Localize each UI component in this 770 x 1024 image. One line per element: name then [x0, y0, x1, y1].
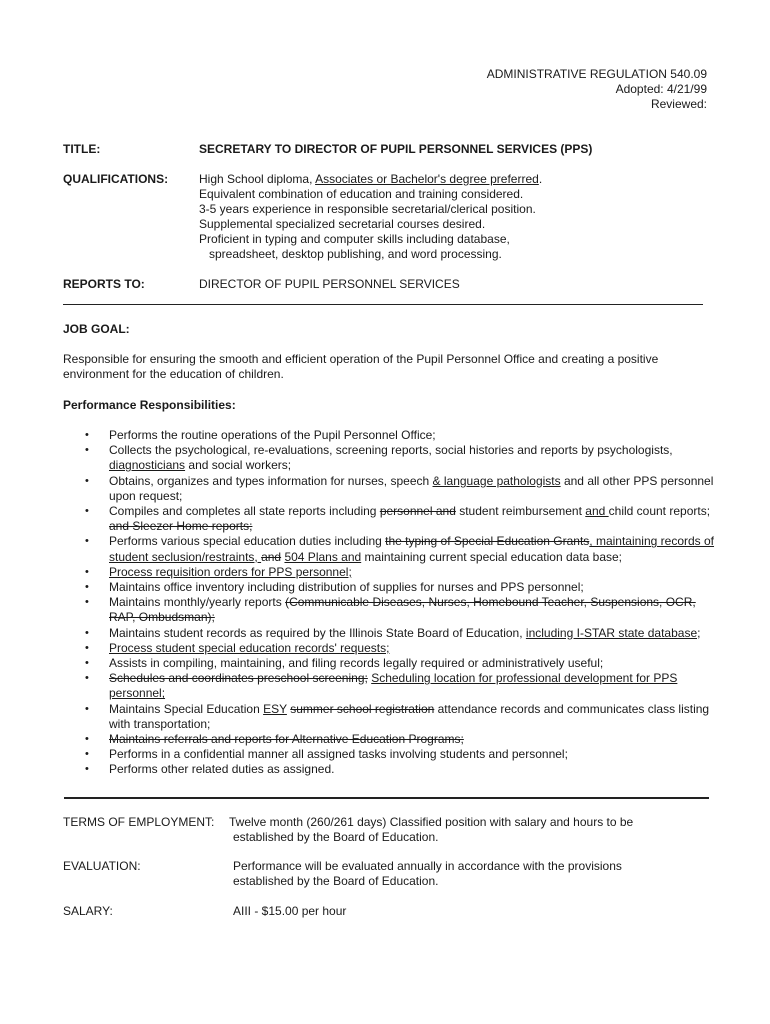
- responsibility-text: child count reports;: [608, 504, 711, 519]
- responsibility-text: Maintains Special Education: [109, 701, 264, 716]
- qualification-line: Proficient in typing and computer skills including database,: [199, 232, 510, 246]
- job-goal-line: Responsible for ensuring the smooth and efficient operation of the Pupil Personnel Office and creating a positive: [63, 352, 659, 366]
- qualification-line: spreadsheet, desktop publishing, and word processing.: [199, 247, 502, 261]
- bullet-icon: •: [85, 596, 89, 609]
- bullet-icon: •: [85, 565, 89, 578]
- bullet-icon: •: [85, 535, 89, 548]
- responsibility-item: [64, 671, 714, 701]
- performance-heading: Performance Responsibilities:: [63, 398, 236, 412]
- adopted-date: Adopted: 4/21/99: [615, 82, 707, 96]
- reports-to-label: REPORTS TO:: [63, 277, 145, 291]
- bullet-icon: •: [85, 748, 89, 761]
- responsibility-text: Performs the routine operations of the Pupil Personnel Office;: [109, 428, 436, 442]
- responsibility-text: Compiles and completes all state reports including: [109, 504, 380, 519]
- responsibility-text: Performs in a confidential manner all assigned tasks involving students and personnel;: [109, 747, 568, 762]
- inserted-text: ESY: [263, 701, 287, 716]
- inserted-text: & language pathologists: [432, 473, 561, 488]
- responsibility-item: [64, 702, 714, 732]
- struck-text: summer school registration: [290, 701, 435, 716]
- responsibility-item: [64, 504, 714, 534]
- inserted-text: Process requisition orders for PPS personnel;: [109, 564, 352, 579]
- terms-line: Twelve month (260/261 days) Classified position with salary and hours to be: [229, 815, 634, 829]
- struck-text: Schedules and coordinates preschool screening;: [109, 671, 368, 686]
- reports-to-value: DIRECTOR OF PUPIL PERSONNEL SERVICES: [199, 277, 460, 291]
- responsibility-item: [64, 747, 714, 762]
- responsibility-item: [64, 595, 714, 625]
- job-goal-label: JOB GOAL:: [63, 322, 130, 336]
- qualification-line: Supplemental specialized secretarial courses desired.: [199, 217, 486, 231]
- responsibility-text: maintaining current special education data base;: [361, 549, 623, 564]
- bullet-icon: •: [85, 626, 89, 639]
- bullet-icon: •: [85, 763, 89, 776]
- responsibility-item: [64, 565, 714, 580]
- salary-label: SALARY:: [63, 904, 113, 918]
- inserted-text: diagnosticians: [109, 458, 186, 473]
- title-value: SECRETARY TO DIRECTOR OF PUPIL PERSONNEL SERVICES (PPS): [199, 142, 593, 156]
- list-end-rule: [64, 797, 709, 799]
- responsibility-text: student reimbursement: [455, 504, 586, 519]
- terms-line: established by the Board of Education.: [233, 830, 439, 844]
- responsibility-item: [64, 626, 714, 641]
- responsibility-text: Obtains, organizes and types information for nurses, speech: [109, 473, 433, 488]
- responsibility-item: [64, 762, 714, 777]
- inserted-text: 504 Plans and: [284, 549, 362, 564]
- evaluation-line: Performance will be evaluated annually in accordance with the provisions: [233, 859, 622, 873]
- job-goal-line: environment for the education of children.: [63, 367, 284, 381]
- qualification-line: Equivalent combination of education and training considered.: [199, 187, 524, 201]
- bullet-icon: •: [85, 657, 89, 670]
- responsibility-text: Maintains student records as required by the Illinois State Board of Education,: [109, 625, 526, 640]
- inserted-text: Scheduling location for professional development for PPS personnel;: [109, 671, 678, 701]
- evaluation-line: established by the Board of Education.: [233, 874, 439, 888]
- responsibility-text: Performs other related duties as assigned.: [109, 762, 335, 777]
- responsibility-text: Collects the psychological, re-evaluations, screening reports, social histories and reports by psychologists,: [109, 443, 673, 458]
- title-label: TITLE:: [63, 142, 101, 156]
- responsibility-text: attendance records and communicates class listing with transportation;: [109, 701, 710, 731]
- inserted-text: , maintaining records of student seclusion/restraints,: [109, 534, 715, 564]
- qualification-period: .: [538, 172, 543, 186]
- responsibility-item: [64, 732, 714, 747]
- bullet-icon: •: [85, 641, 89, 654]
- responsibility-text: and all other PPS personnel upon request;: [109, 473, 714, 503]
- struck-text: and: [261, 549, 282, 564]
- qualification-degree-text: Associates or Bachelor's degree preferred: [315, 172, 539, 186]
- qualification-line-1: [199, 172, 542, 187]
- responsibility-text: Performs various special education duties including: [109, 534, 386, 549]
- reviewed-date: Reviewed:: [650, 97, 707, 111]
- responsibility-item: [64, 580, 714, 595]
- bullet-icon: •: [85, 702, 89, 715]
- struck-text: and Sleezer Home reports;: [109, 519, 253, 534]
- qualification-text: High School diploma,: [199, 172, 316, 186]
- section-divider: [63, 304, 703, 305]
- inserted-text: Process student special education records' requests;: [109, 640, 390, 655]
- bullet-icon: •: [85, 733, 89, 746]
- terms-label: TERMS OF EMPLOYMENT:: [63, 815, 215, 829]
- qualifications-label: QUALIFICATIONS:: [63, 172, 169, 186]
- bullet-icon: •: [85, 672, 89, 685]
- struck-text: (Communicable Diseases, Nurses, Homebound Teacher, Suspensions, OCR, RAP, Ombudsman);: [109, 595, 696, 625]
- bullet-icon: •: [85, 581, 89, 594]
- bullet-icon: •: [85, 429, 89, 441]
- struck-text: the typing of Special Education Grants: [385, 534, 590, 549]
- responsibility-text: Assists in compiling, maintaining, and filing records legally required or administratively useful;: [109, 656, 604, 671]
- bullet-icon: •: [85, 474, 89, 487]
- responsibility-text: and social workers;: [185, 458, 292, 473]
- inserted-text: including I-STAR state database;: [525, 625, 701, 640]
- responsibility-item: [64, 534, 714, 564]
- responsibility-item: [64, 428, 714, 443]
- responsibility-item: [64, 641, 714, 656]
- responsibilities-list: [64, 428, 714, 778]
- responsibility-item: [64, 443, 714, 473]
- responsibility-text: Maintains office inventory including distribution of supplies for nurses and PPS personnel;: [109, 580, 584, 595]
- struck-text: Maintains referrals and reports for Alternative Education Programs;: [109, 732, 464, 747]
- responsibility-item: [64, 474, 714, 504]
- salary-value: AIII - $15.00 per hour: [233, 904, 347, 918]
- qualification-line: 3-5 years experience in responsible secretarial/clerical position.: [199, 202, 536, 216]
- inserted-text: and: [585, 504, 609, 519]
- responsibility-item: [64, 656, 714, 671]
- bullet-icon: •: [85, 505, 89, 518]
- regulation-number: ADMINISTRATIVE REGULATION 540.09: [486, 67, 707, 81]
- struck-text: personnel and: [379, 504, 456, 519]
- responsibility-text: Maintains monthly/yearly reports: [109, 595, 286, 610]
- evaluation-label: EVALUATION:: [63, 859, 141, 873]
- bullet-icon: •: [85, 444, 89, 457]
